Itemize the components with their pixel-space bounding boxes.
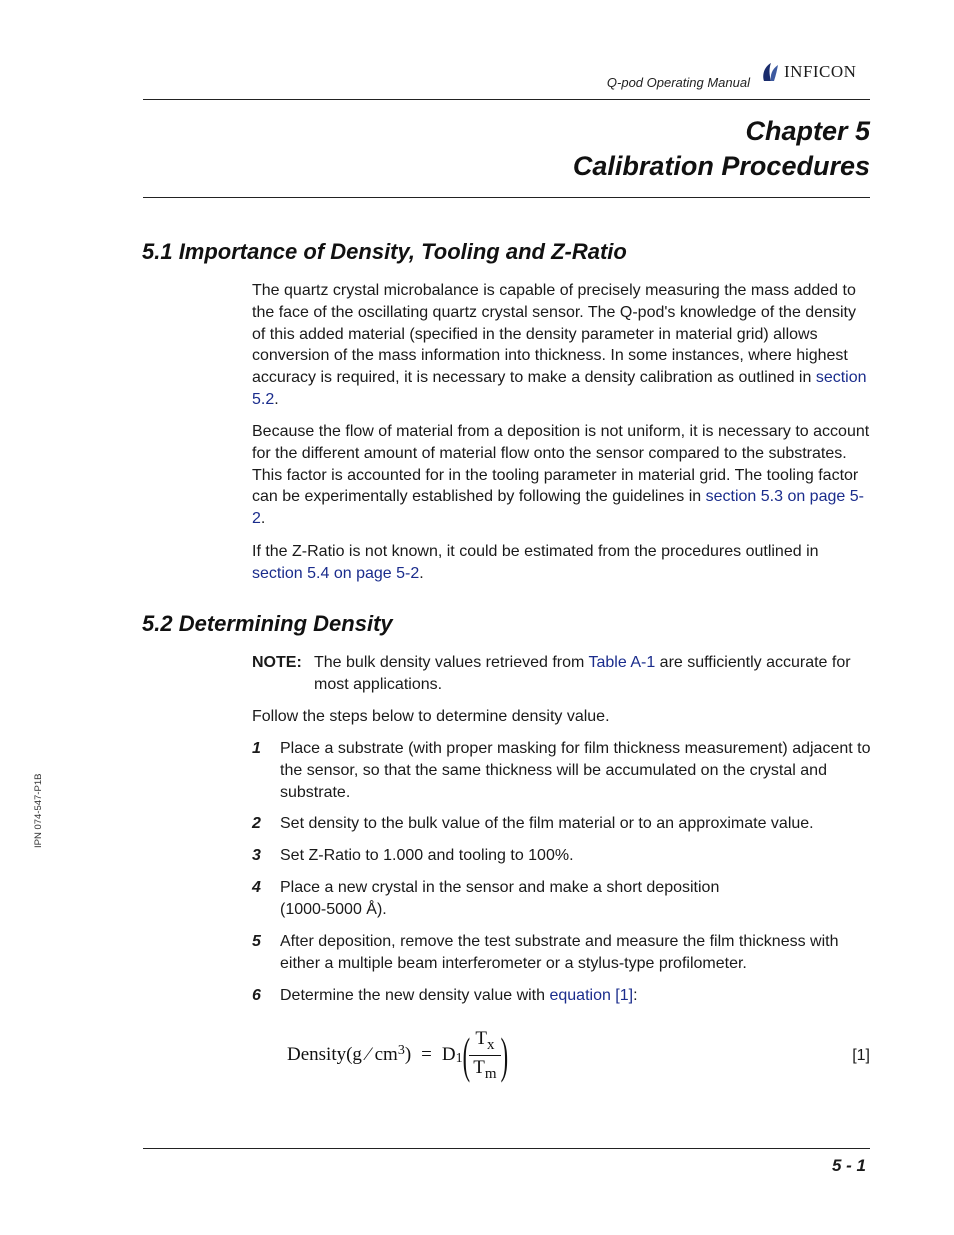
step-text: Set density to the bulk value of the film material or to an approximate value. <box>280 815 814 832</box>
step-text: Determine the new density value with <box>280 987 550 1004</box>
equation-denominator-subscript: m <box>484 1065 497 1082</box>
footer-rule <box>143 1148 870 1149</box>
steps-intro: Follow the steps below to determine density value. <box>252 708 610 725</box>
list-item-step-3 <box>252 845 872 867</box>
note-text: The bulk density values retrieved from <box>314 654 589 671</box>
punctuation: . <box>274 390 279 408</box>
step-number: 2 <box>252 815 261 832</box>
step-number: 1 <box>252 740 261 757</box>
paragraph-text: Because the flow of material from a deposition is not uniform, it is necessary to account for the different amount of material flow onto the sensor compared to the substrates. This factor is accounted for in the tooling parameter in material grid. The tooling factor can be experimentally established by following the guidelines in <box>252 423 870 506</box>
paragraph-z-ratio <box>252 541 872 585</box>
manual-title: Q-pod Operating Manual <box>606 75 750 90</box>
step-text: Set Z-Ratio to 1.000 and tooling to 100%. <box>280 847 574 864</box>
note-label: NOTE: <box>252 654 302 671</box>
density-equation <box>287 1022 507 1088</box>
section-heading-5-1: 5.1 Importance of Density, Tooling and Z-Ratio <box>142 239 627 264</box>
note-block <box>252 652 872 696</box>
list-item-step-5 <box>252 931 872 975</box>
paragraph-text: The quartz crystal microbalance is capable of precisely measuring the mass added to the face of the oscillating quartz crystal sensor. The Q-pod's knowledge of the density of this added material (specified in the density parameter in material grid) allows conversion of the mass information into thickness. In some instances, where highest accuracy is required, it is necessary to make a density calibration as outlined in <box>252 282 856 387</box>
inficon-logo-icon <box>760 61 782 83</box>
chapter-number: Chapter 5 <box>745 116 870 146</box>
list-item-step-1 <box>252 738 872 803</box>
list-item-step-2 <box>252 813 872 835</box>
equation-close-paren: ) <box>404 1044 412 1065</box>
link-equation-1[interactable]: equation [1] <box>549 987 634 1004</box>
equation-right-paren: ) <box>500 1027 508 1083</box>
equation-numerator-subscript: x <box>486 1036 495 1053</box>
link-section-5-3[interactable]: section 5.3 on page 5-2 <box>252 488 864 528</box>
paragraph-text: If the Z-Ratio is not known, it could be estimated from the procedures outlined in <box>252 543 819 560</box>
equation-d: D <box>441 1044 456 1065</box>
list-item-step-4 <box>252 877 872 921</box>
punctuation: : <box>633 987 638 1004</box>
chapter-title: Calibration Procedures <box>572 151 870 181</box>
punctuation: . <box>260 510 266 528</box>
equation-left-paren: ( <box>462 1027 470 1083</box>
link-table-a-1[interactable]: Table A-1 <box>588 654 656 671</box>
equation-exponent: 3 <box>397 1043 405 1058</box>
document-id: IPN 074-547-P1B <box>33 773 44 848</box>
list-item-step-6 <box>252 985 872 1007</box>
punctuation: . <box>419 564 424 582</box>
step-number: 4 <box>252 879 261 896</box>
equation-denominator: T <box>473 1056 485 1078</box>
note-text: are sufficiently accurate for most applications. <box>314 654 851 693</box>
equation-d-subscript: 1 <box>455 1051 463 1066</box>
paragraph-density <box>252 280 872 411</box>
step-number: 3 <box>252 847 261 864</box>
inficon-logo-text: INFICON <box>784 62 857 81</box>
equation-fraction <box>469 1029 500 1082</box>
step-text: Place a new crystal in the sensor and make a short deposition (1000-5000 Å). <box>280 879 720 918</box>
inficon-logo <box>760 61 856 83</box>
equation-numerator: T <box>475 1027 487 1049</box>
equation-equals: = <box>421 1044 432 1065</box>
link-section-5-2[interactable]: section 5.2 <box>252 369 867 408</box>
step-text: Place a substrate (with proper masking for film thickness measurement) adjacent to the sensor, so that the same thickness will be accumulated on the crystal and substrate. <box>280 740 871 801</box>
page-number: 5 - 1 <box>831 1156 866 1175</box>
paragraph-tooling <box>252 421 872 530</box>
equation-label: [1] <box>852 1047 870 1064</box>
equation-lhs: Density(g ⁄ cm <box>287 1044 398 1065</box>
step-text: After deposition, remove the test substrate and measure the film thickness with either a multiple beam interferometer or a stylus-type profilometer. <box>280 933 839 972</box>
chapter-rule <box>143 197 870 198</box>
step-number: 5 <box>252 933 261 950</box>
header-rule <box>143 99 870 100</box>
step-number: 6 <box>252 987 261 1004</box>
link-section-5-4[interactable]: section 5.4 on page 5-2 <box>252 564 420 582</box>
section-heading-5-2: 5.2 Determining Density <box>142 611 393 636</box>
